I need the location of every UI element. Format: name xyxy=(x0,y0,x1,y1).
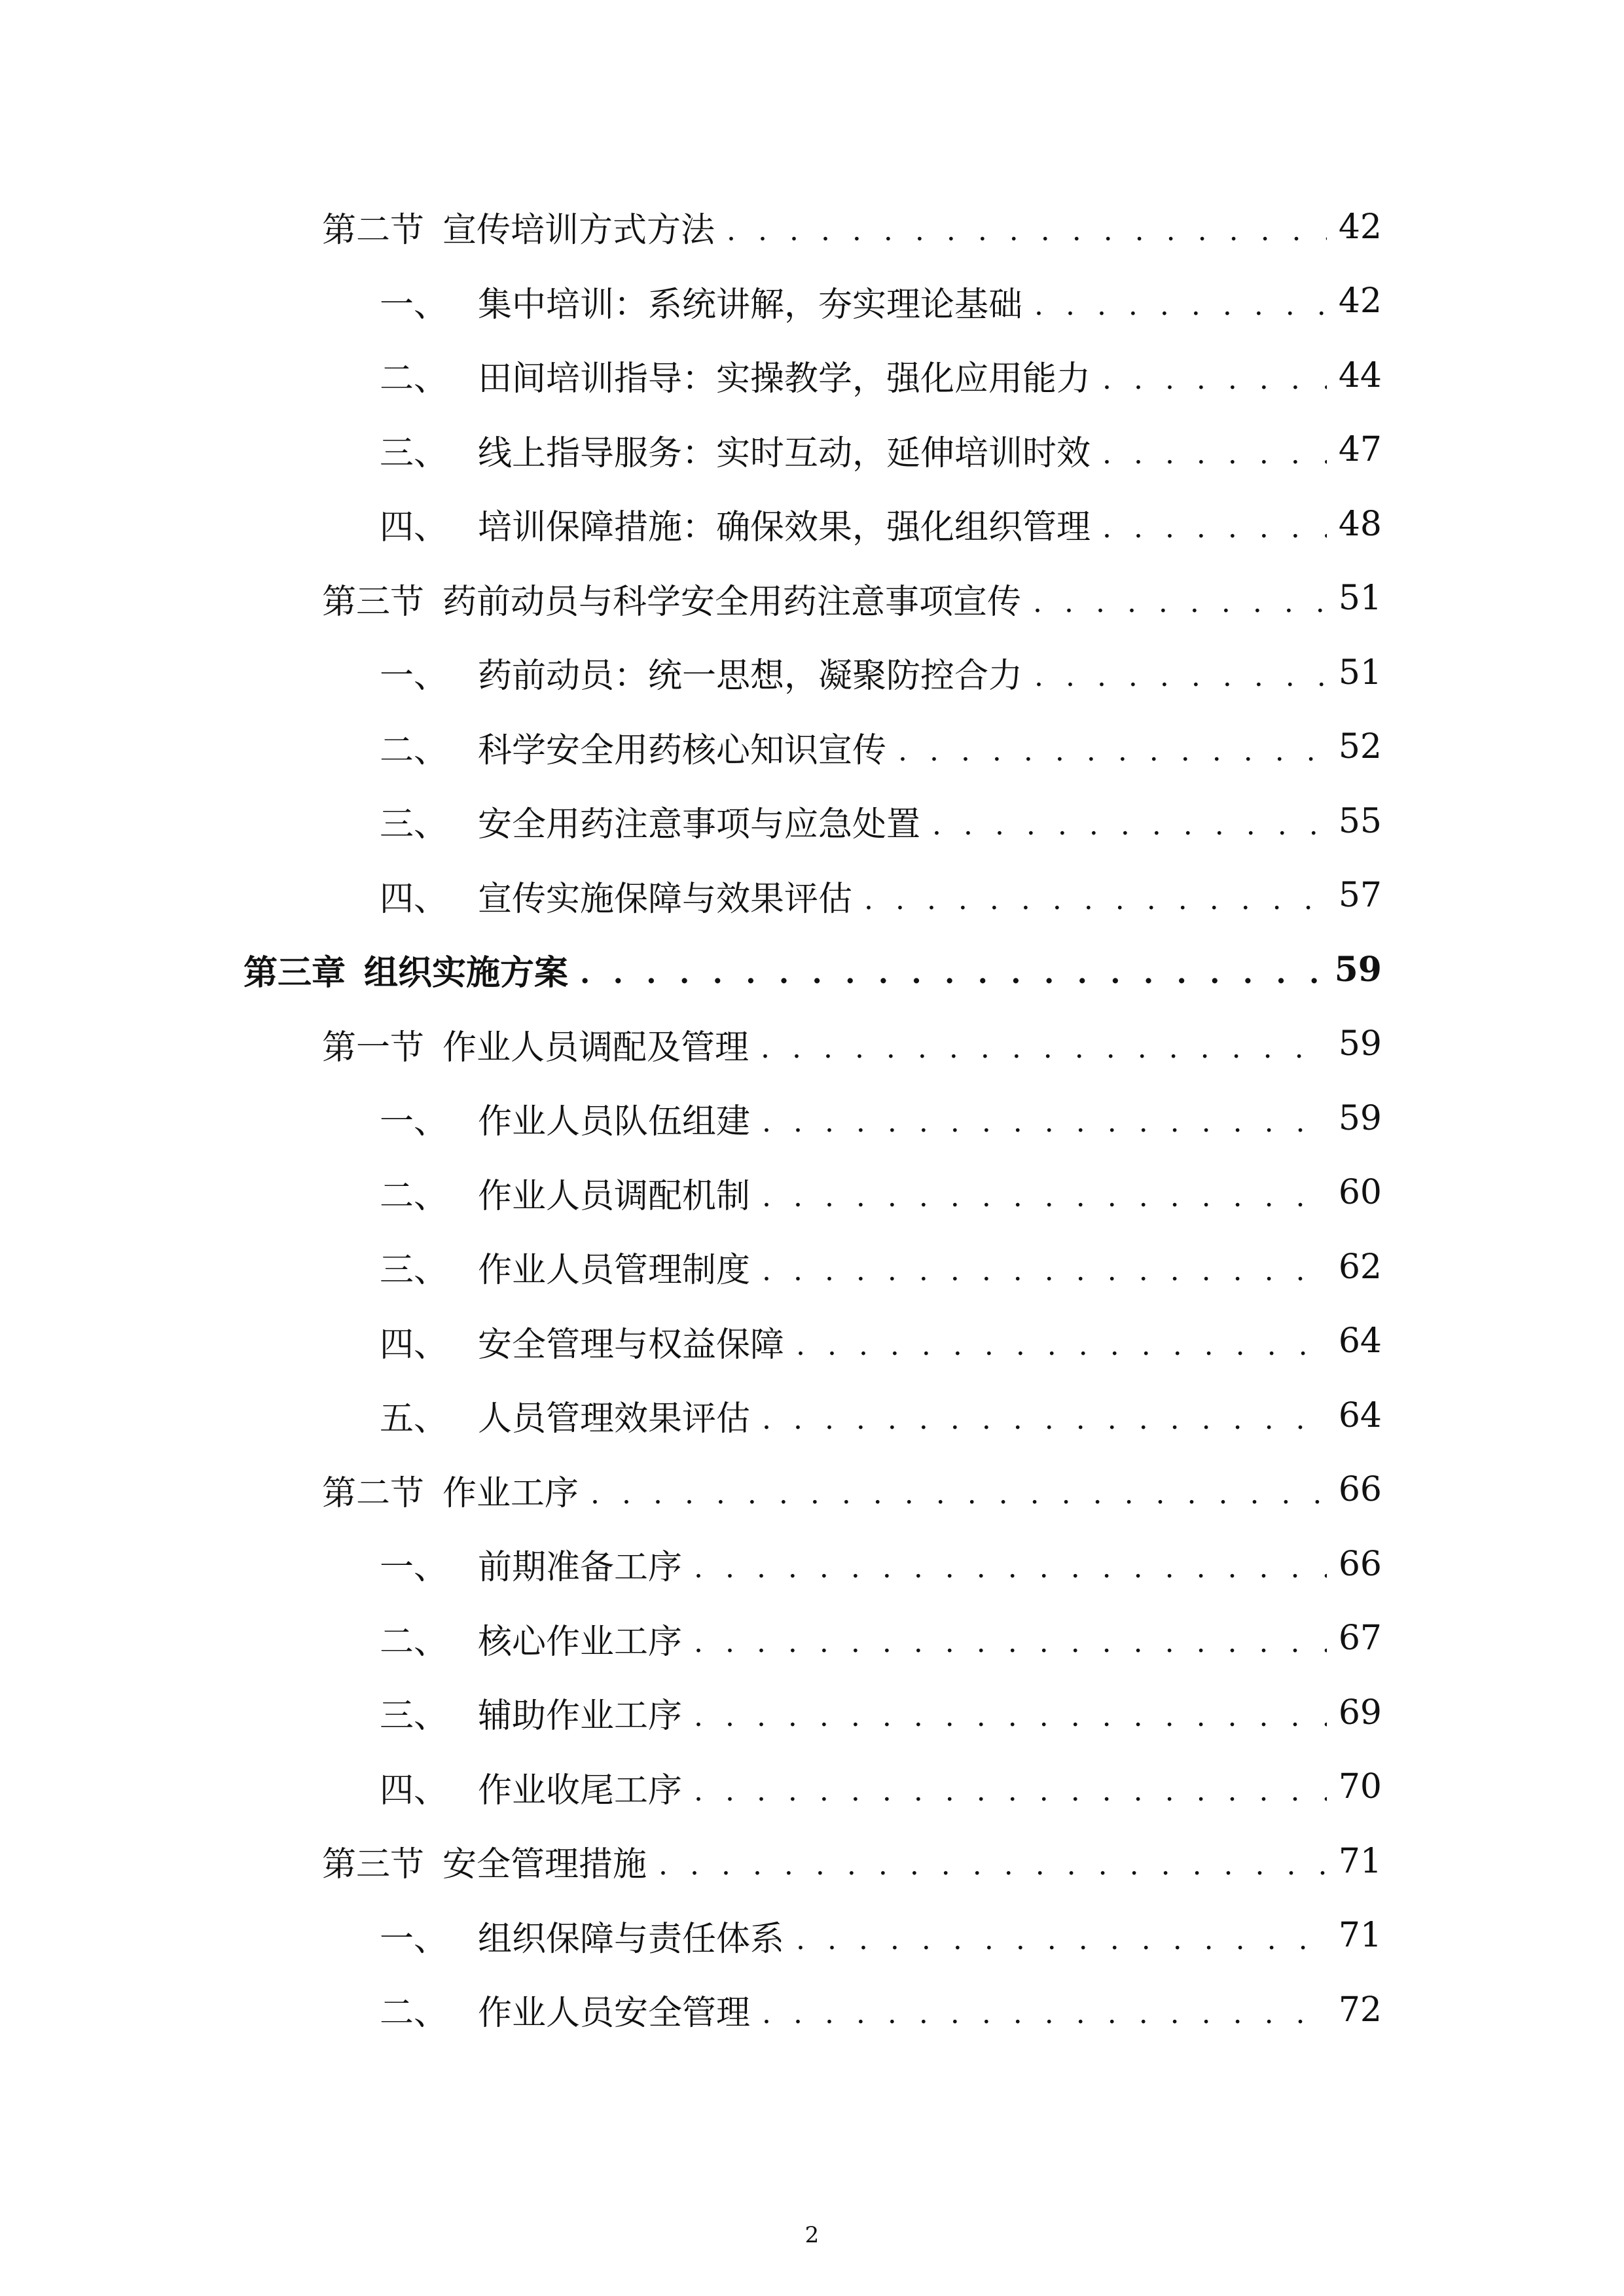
toc-entry-page: 66 xyxy=(1338,1470,1382,1510)
dot-leader xyxy=(796,1923,1327,1956)
toc-entry-page: 64 xyxy=(1338,1395,1382,1435)
toc-entry-page: 72 xyxy=(1338,1990,1382,2030)
toc-entry-title: 集中培训：系统讲解，夯实理论基础 xyxy=(478,285,1023,325)
toc-entry[interactable] xyxy=(0,1304,1624,1379)
toc-entry-title: 作业人员调配及管理 xyxy=(442,1028,749,1067)
toc-entry-page: 42 xyxy=(1338,281,1382,321)
toc-entry[interactable] xyxy=(0,1676,1624,1750)
toc-entry-number: 四、 xyxy=(380,508,448,548)
toc-entry-number: 第二节 xyxy=(322,211,425,251)
toc-entry-page: 71 xyxy=(1338,1841,1382,1881)
toc-entry-number: 四、 xyxy=(380,879,448,919)
toc-chapter-entry[interactable] xyxy=(0,933,1624,1007)
toc-entry-number: 二、 xyxy=(380,1176,448,1216)
toc-entry-number: 一、 xyxy=(380,285,448,325)
dot-leader xyxy=(580,957,1323,990)
toc-entry-title: 作业人员队伍组建 xyxy=(478,1102,751,1142)
toc-entry[interactable] xyxy=(0,859,1624,933)
dot-leader xyxy=(864,883,1327,916)
dot-leader xyxy=(590,1477,1327,1511)
toc-entry-title: 作业工序 xyxy=(442,1473,579,1513)
toc-entry[interactable] xyxy=(0,1081,1624,1156)
toc-entry-page: 69 xyxy=(1338,1693,1382,1732)
dot-leader xyxy=(762,1403,1327,1436)
toc-entry-page: 48 xyxy=(1338,504,1382,544)
toc-entry-number: 第一节 xyxy=(322,1028,425,1067)
toc-entry-number: 一、 xyxy=(380,1102,448,1142)
dot-leader xyxy=(762,1254,1327,1287)
toc-entry-title: 培训保障措施：确保效果，强化组织管理 xyxy=(478,508,1091,548)
toc-entry-number: 第二节 xyxy=(322,1473,425,1513)
toc-entry[interactable] xyxy=(0,264,1624,339)
toc-entry-page: 60 xyxy=(1338,1173,1382,1213)
toc-entry[interactable] xyxy=(0,1453,1624,1528)
toc-entry-number: 二、 xyxy=(380,1994,448,2034)
dot-leader xyxy=(762,1997,1327,2030)
toc-entry-number: 四、 xyxy=(380,1770,448,1810)
dot-leader xyxy=(694,1626,1327,1659)
toc-entry[interactable] xyxy=(0,710,1624,785)
toc-entry-title: 安全用药注意事项与应急处置 xyxy=(478,805,921,845)
toc-entry-number: 二、 xyxy=(380,359,448,399)
toc-entry[interactable] xyxy=(0,1156,1624,1230)
table-of-contents xyxy=(0,190,1624,2047)
toc-entry-number: 一、 xyxy=(380,1919,448,1959)
toc-entry-number: 五、 xyxy=(380,1399,448,1439)
toc-entry-page: 47 xyxy=(1338,430,1382,470)
toc-entry-title: 组织保障与责任体系 xyxy=(478,1919,785,1959)
toc-entry-page: 51 xyxy=(1338,653,1382,692)
dot-leader xyxy=(659,1848,1327,1882)
toc-entry-page: 51 xyxy=(1338,579,1382,619)
toc-entry[interactable] xyxy=(0,1824,1624,1899)
toc-entry[interactable] xyxy=(0,1378,1624,1453)
dot-leader xyxy=(761,1031,1327,1065)
dot-leader xyxy=(1034,660,1327,693)
dot-leader xyxy=(694,1700,1327,1733)
toc-entry-title: 宣传实施保障与效果评估 xyxy=(478,879,853,919)
toc-entry-number: 三、 xyxy=(380,1251,448,1291)
toc-entry-title: 药前动员：统一思想，凝聚防控合力 xyxy=(478,656,1023,696)
toc-entry-number: 三、 xyxy=(380,805,448,845)
toc-entry-page: 64 xyxy=(1338,1321,1382,1361)
toc-entry-page: 57 xyxy=(1338,876,1382,916)
toc-entry-page: 59 xyxy=(1338,1098,1382,1138)
page-number: 2 xyxy=(804,2222,820,2248)
toc-entry-page: 44 xyxy=(1338,355,1382,395)
toc-entry[interactable] xyxy=(0,1750,1624,1825)
toc-entry-page: 59 xyxy=(1338,1024,1382,1064)
toc-entry-title: 作业人员安全管理 xyxy=(478,1994,751,2034)
toc-entry-number: 第三章 xyxy=(244,953,346,994)
toc-entry[interactable] xyxy=(0,784,1624,859)
toc-entry-number: 四、 xyxy=(380,1325,448,1365)
toc-entry[interactable] xyxy=(0,338,1624,413)
toc-entry-number: 二、 xyxy=(380,730,448,770)
dot-leader xyxy=(1102,363,1327,396)
toc-entry-number: 二、 xyxy=(380,1622,448,1662)
dot-leader xyxy=(1033,586,1327,619)
toc-entry[interactable] xyxy=(0,1230,1624,1304)
toc-entry-number: 一、 xyxy=(380,656,448,696)
toc-entry[interactable] xyxy=(0,487,1624,562)
toc-entry-title: 辅助作业工序 xyxy=(478,1696,683,1736)
dot-leader xyxy=(898,734,1327,768)
dot-leader xyxy=(1102,437,1327,471)
toc-entry-page: 55 xyxy=(1338,801,1382,841)
toc-entry-page: 52 xyxy=(1338,727,1382,767)
dot-leader xyxy=(694,1551,1327,1585)
dot-leader xyxy=(932,808,1327,842)
toc-entry-title: 药前动员与科学安全用药注意事项宣传 xyxy=(442,582,1022,622)
dot-leader xyxy=(727,214,1327,247)
toc-entry-title: 安全管理与权益保障 xyxy=(478,1325,785,1365)
toc-entry-number: 一、 xyxy=(380,1548,448,1588)
toc-entry[interactable] xyxy=(0,1973,1624,2047)
toc-entry[interactable] xyxy=(0,1527,1624,1602)
toc-entry[interactable] xyxy=(0,1899,1624,1973)
toc-entry-title: 科学安全用药核心知识宣传 xyxy=(478,730,887,770)
toc-entry-number: 三、 xyxy=(380,1696,448,1736)
toc-entry-title: 前期准备工序 xyxy=(478,1548,683,1588)
toc-entry[interactable] xyxy=(0,190,1624,264)
dot-leader xyxy=(762,1105,1327,1139)
dot-leader xyxy=(1034,289,1327,322)
toc-entry-number: 第三节 xyxy=(322,582,425,622)
toc-entry-page: 71 xyxy=(1338,1916,1382,1956)
toc-entry[interactable] xyxy=(0,413,1624,488)
toc-entry-title: 组织实施方案 xyxy=(364,953,569,994)
toc-entry-number: 三、 xyxy=(380,433,448,473)
toc-entry-page: 59 xyxy=(1334,950,1382,990)
toc-entry[interactable] xyxy=(0,1007,1624,1082)
dot-leader xyxy=(1102,511,1327,545)
toc-entry-title: 安全管理措施 xyxy=(442,1845,647,1885)
toc-entry[interactable] xyxy=(0,1602,1624,1676)
toc-entry-number: 第三节 xyxy=(322,1845,425,1885)
dot-leader xyxy=(762,1180,1327,1213)
toc-entry-title: 线上指导服务：实时互动，延伸培训时效 xyxy=(478,433,1091,473)
toc-entry-title: 作业收尾工序 xyxy=(478,1770,683,1810)
toc-entry-title: 核心作业工序 xyxy=(478,1622,683,1662)
toc-entry-title: 田间培训指导：实操教学，强化应用能力 xyxy=(478,359,1091,399)
toc-entry-title: 作业人员管理制度 xyxy=(478,1251,751,1291)
toc-entry-page: 67 xyxy=(1338,1619,1382,1659)
toc-entry-page: 70 xyxy=(1338,1767,1382,1807)
dot-leader xyxy=(694,1774,1327,1808)
toc-entry-page: 62 xyxy=(1338,1247,1382,1287)
toc-entry-title: 作业人员调配机制 xyxy=(478,1176,751,1216)
toc-entry-title: 人员管理效果评估 xyxy=(478,1399,751,1439)
toc-entry-page: 66 xyxy=(1338,1544,1382,1584)
toc-entry[interactable] xyxy=(0,636,1624,710)
dot-leader xyxy=(796,1329,1327,1362)
toc-entry-title: 宣传培训方式方法 xyxy=(442,211,715,251)
toc-entry-page: 42 xyxy=(1338,207,1382,247)
toc-entry[interactable] xyxy=(0,562,1624,636)
